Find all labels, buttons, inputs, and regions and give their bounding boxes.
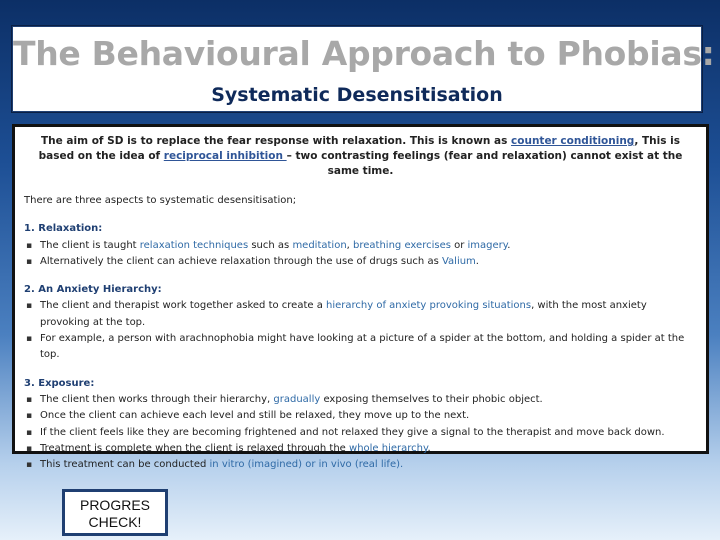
highlighted-term: relaxation techniques bbox=[139, 239, 249, 251]
bullet-text: such as bbox=[248, 239, 293, 251]
bullet-item bbox=[24, 425, 697, 441]
intro-paragraph bbox=[24, 134, 697, 179]
bullet-text: The client then works through their hierarchy, bbox=[40, 393, 274, 405]
bullet-text: This treatment can be conducted bbox=[40, 459, 210, 471]
bullet-text: exposing themselves to their phobic object. bbox=[320, 393, 543, 405]
bullet-item bbox=[24, 254, 697, 270]
progress-check-button[interactable] bbox=[62, 489, 168, 536]
highlighted-term: hierarchy of anxiety provoking situations bbox=[326, 300, 532, 312]
bullet-text: If the client feels like they are becoming frightened and not relaxed they give a signal to the therapist and move back down. bbox=[40, 426, 665, 438]
highlighted-term: imagery bbox=[467, 239, 508, 251]
bullet-item bbox=[24, 298, 697, 331]
bullet-text: The client and therapist work together asked to create a bbox=[40, 300, 327, 312]
intro-text-1: The aim of SD is to replace the fear response with relaxation. This is known as bbox=[41, 135, 512, 147]
bullet-text: For example, a person with arachnophobia might have looking at a picture of a spider at the bottom, and holding a spider at the top. bbox=[40, 333, 685, 361]
counter-conditioning-term: counter conditioning bbox=[511, 135, 635, 147]
sections-container bbox=[24, 221, 697, 473]
bullet-text: , with the most anxiety provoking at the top. bbox=[40, 300, 647, 328]
section-title: 2. An Anxiety Hierarchy: bbox=[24, 284, 162, 296]
intro-text-3: – two contrasting feelings (fear and relaxation) cannot exist at the same time. bbox=[286, 150, 683, 177]
bullet-text: . bbox=[427, 442, 431, 454]
bullet-text: Once the client can achieve each level and still be relaxed, they move up to the next. bbox=[40, 410, 470, 422]
title-box bbox=[12, 26, 715, 112]
highlighted-term: whole hierarchy bbox=[349, 442, 428, 454]
bullet-text: Treatment is complete when the client is relaxed through the bbox=[40, 442, 350, 454]
section-bullet-list bbox=[24, 238, 697, 271]
content-panel bbox=[12, 124, 709, 471]
progress-check-line1: PROGRES bbox=[79, 497, 150, 513]
highlighted-term: meditation bbox=[292, 239, 347, 251]
bullet-item bbox=[24, 392, 697, 408]
section-bullet-list bbox=[24, 392, 697, 473]
section-title: 1. Relaxation: bbox=[24, 223, 103, 235]
section-title: 3. Exposure: bbox=[24, 377, 95, 389]
aspects-text: There are three aspects to systematic desensitisation; bbox=[24, 195, 297, 206]
bullet-text: The client is taught bbox=[40, 239, 140, 251]
reciprocal-inhibition-term: reciprocal inhibition bbox=[163, 150, 287, 162]
page-title: The Behavioural Approach to Phobias: bbox=[13, 34, 715, 73]
page-subtitle: Systematic Desensitisation bbox=[211, 84, 503, 106]
bullet-item bbox=[24, 441, 697, 457]
bullet-item bbox=[24, 457, 697, 473]
bullet-item bbox=[24, 408, 697, 424]
highlighted-term: breathing exercises bbox=[353, 239, 451, 251]
highlighted-term: in vitro (imagined) or in vivo (real life). bbox=[209, 459, 404, 471]
bullet-text: or bbox=[450, 239, 468, 251]
bullet-item bbox=[24, 331, 697, 364]
intro-text-2: , This is based on the idea of bbox=[38, 135, 680, 162]
highlighted-term: Valium bbox=[441, 255, 476, 267]
bullet-text: , bbox=[346, 239, 354, 251]
section-bullet-list bbox=[24, 298, 697, 363]
bullet-text: Alternatively the client can achieve relaxation through the use of drugs such as bbox=[40, 255, 442, 267]
highlighted-term: gradually bbox=[273, 393, 321, 405]
bullet-text: . bbox=[475, 255, 479, 267]
bullet-text: . bbox=[507, 239, 511, 251]
progress-check-line2: CHECK! bbox=[88, 514, 142, 530]
bullet-item bbox=[24, 238, 697, 254]
